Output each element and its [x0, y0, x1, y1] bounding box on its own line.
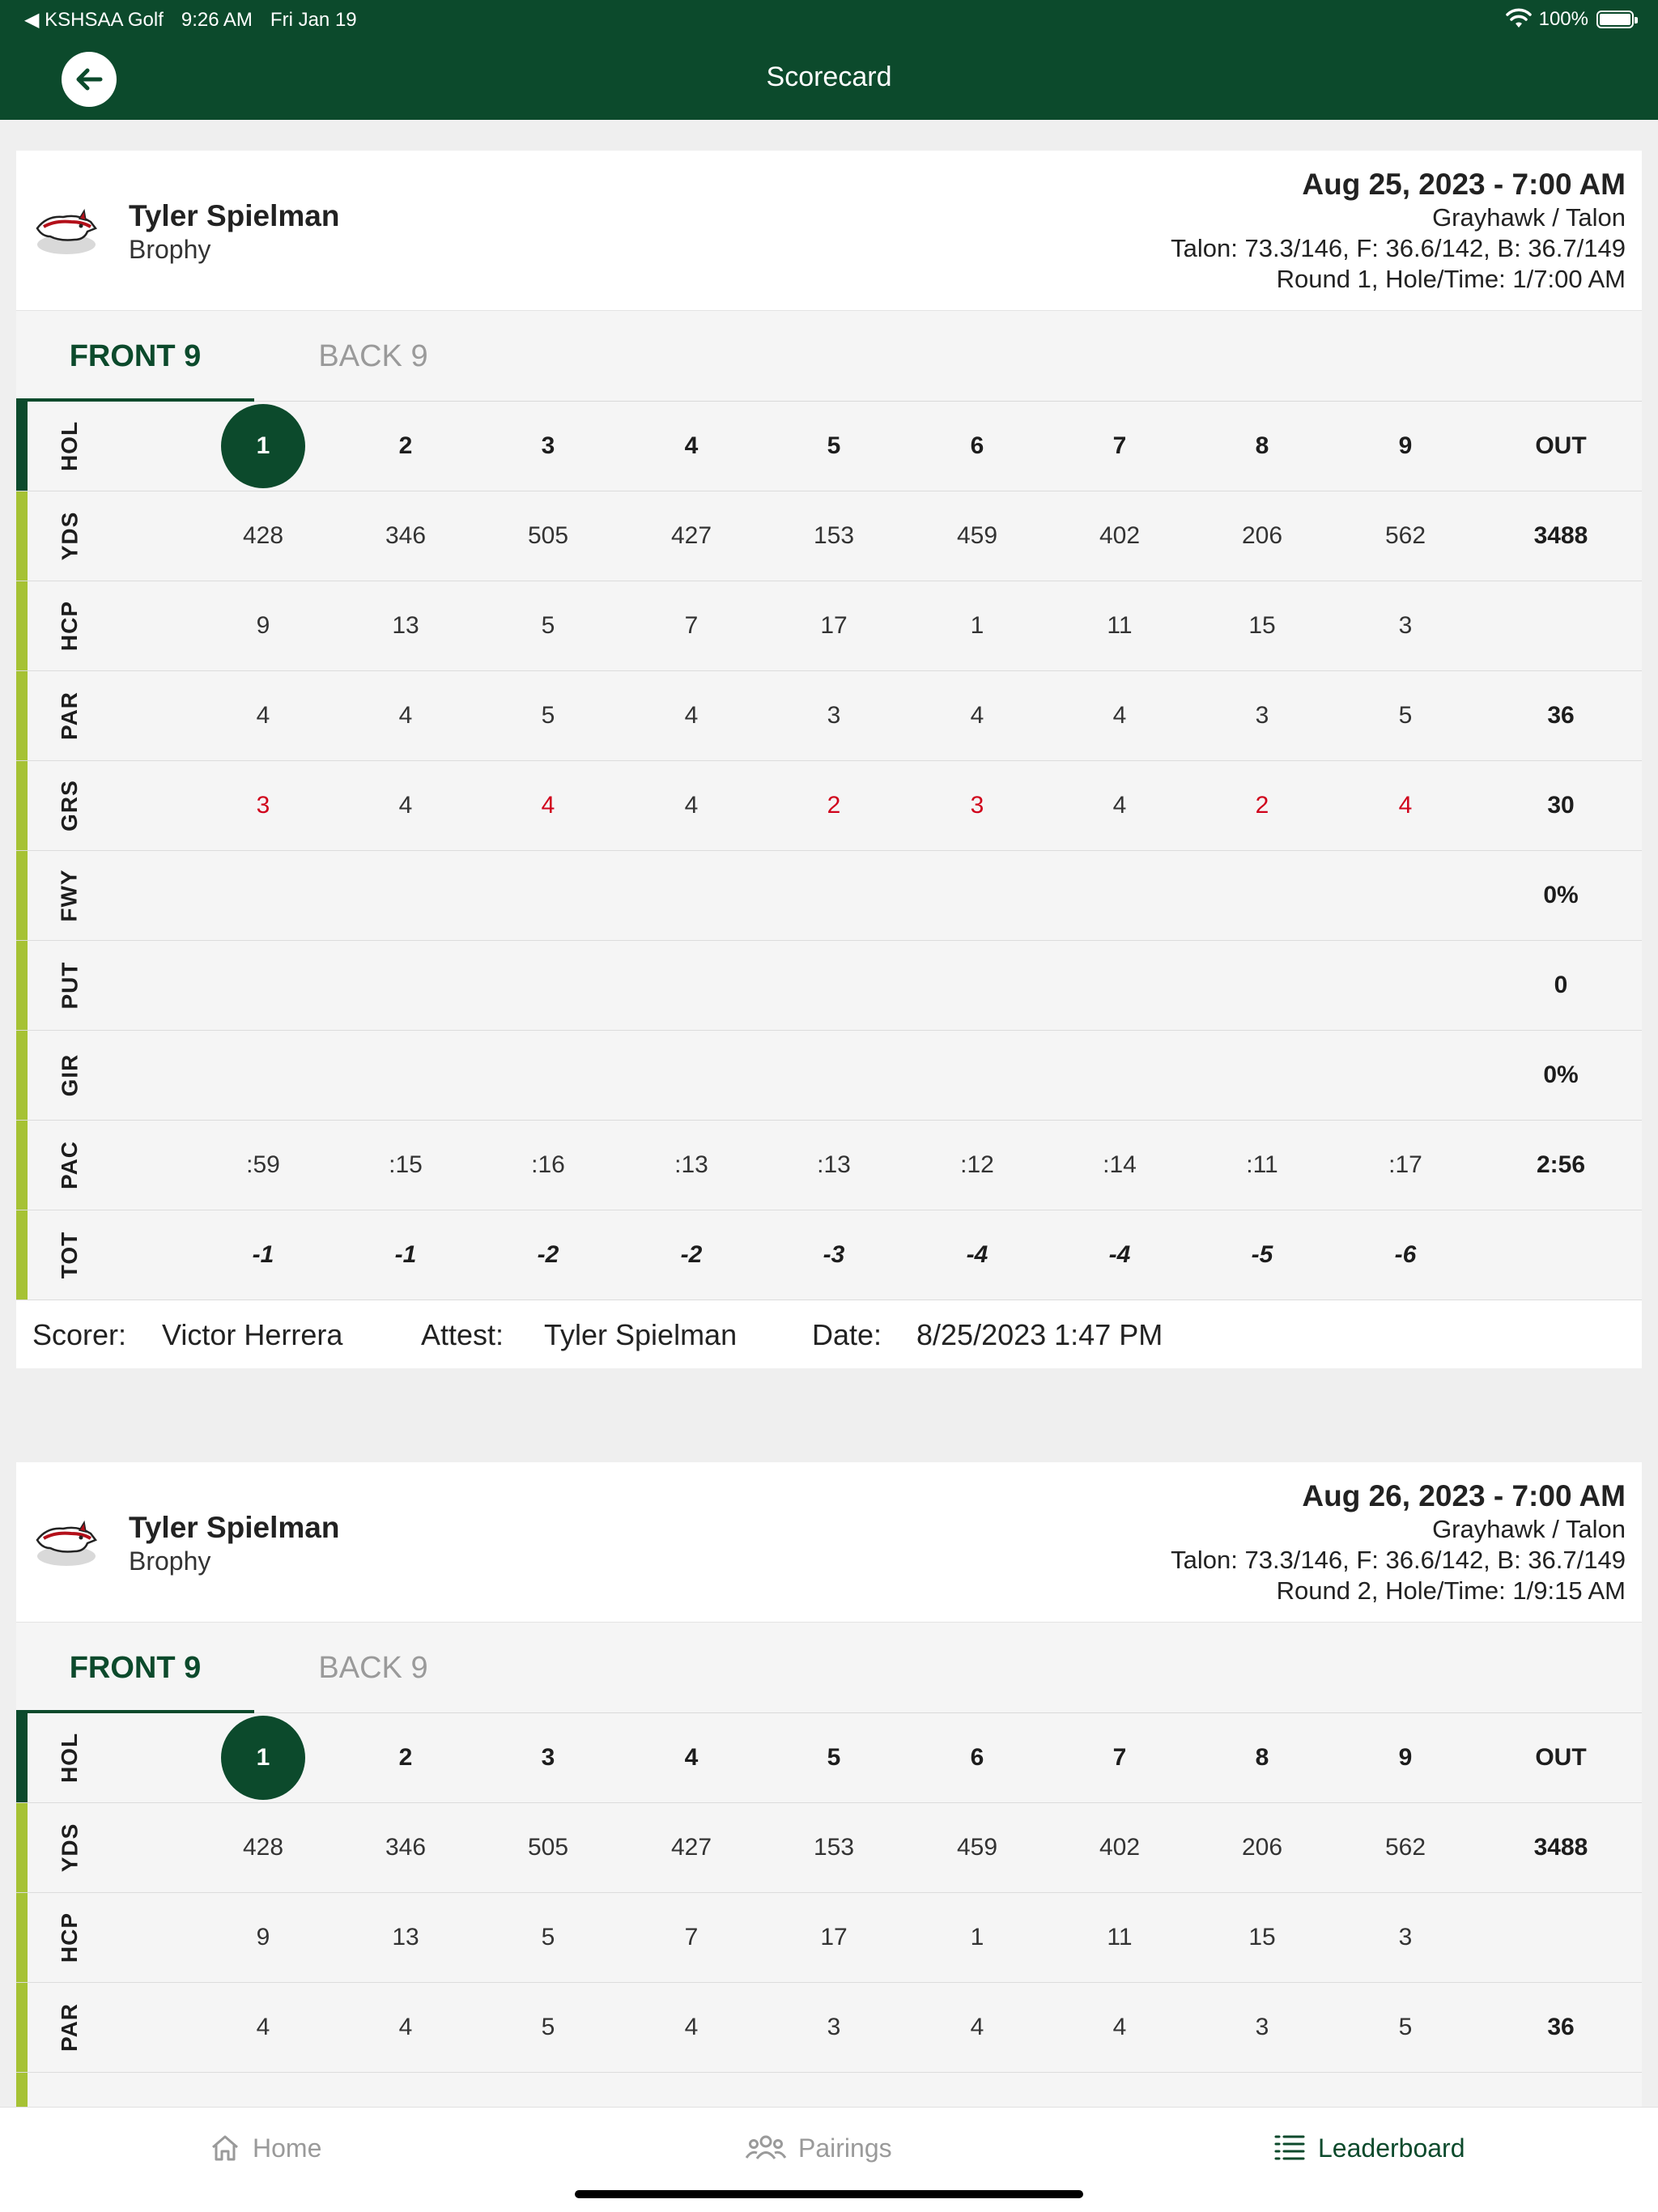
hol-out-cell: OUT	[1535, 1744, 1587, 1771]
round-start: Round 2, Hole/Time: 1/9:15 AM	[1276, 1576, 1626, 1605]
par-cell: 4	[970, 702, 984, 729]
pac-cell: :59	[246, 1151, 280, 1178]
tab-front-9[interactable]: FRONT 9	[16, 311, 254, 402]
attest-name: Tyler Spielman	[544, 1318, 738, 1351]
row-label	[47, 402, 92, 491]
row-accent-bar	[16, 491, 28, 581]
hol-cell[interactable]	[198, 1713, 328, 1802]
pac-cell: :13	[674, 1151, 708, 1178]
tab-home-label: Home	[253, 2133, 322, 2163]
par-cell: 4	[684, 2014, 699, 2040]
tot-cell: -3	[823, 1241, 845, 1268]
row-par	[16, 1983, 1642, 2073]
player-name: Tyler Spielman	[129, 199, 340, 232]
row-label-text: YDS	[57, 511, 83, 561]
tot-cell: -5	[1251, 1241, 1273, 1268]
player-school: Brophy	[129, 1546, 211, 1576]
hol-cell[interactable]: 6	[970, 432, 984, 459]
row-label	[47, 1893, 92, 1982]
row-put	[16, 941, 1642, 1031]
row-label-text: FWY	[57, 869, 82, 922]
hol-cell[interactable]: 5	[827, 1744, 841, 1771]
row-label	[47, 671, 92, 760]
par-cell: 3	[1255, 2014, 1269, 2040]
yds-cell: 402	[1099, 1834, 1141, 1861]
sign-date: 8/25/2023 1:47 PM	[916, 1318, 1163, 1351]
row-label	[47, 1803, 92, 1892]
grs-cell: 4	[541, 792, 555, 819]
par-cell: 3	[827, 702, 841, 729]
course-rating: Talon: 73.3/146, F: 36.6/142, B: 36.7/149	[1171, 1546, 1626, 1574]
status-bar	[0, 0, 1658, 39]
nine-tabs	[16, 311, 1642, 402]
hcp-cell: 15	[1248, 1924, 1276, 1950]
row-accent-bar	[16, 402, 28, 491]
tot-cell: -4	[966, 1241, 988, 1268]
yds-cell: 346	[385, 1834, 427, 1861]
row-accent-bar	[16, 941, 28, 1030]
row-yds	[16, 1803, 1642, 1893]
row-accent-bar	[16, 1210, 28, 1300]
row-accent-bar	[16, 1031, 28, 1120]
grs-cell: 4	[1112, 792, 1127, 819]
row-label-text: HCP	[57, 600, 82, 652]
grs-cell: 3	[256, 792, 270, 819]
yds-cell: 459	[956, 522, 998, 549]
list-icon	[1273, 2132, 1307, 2164]
page-title: Scorecard	[766, 62, 892, 92]
attestation-footer	[16, 1300, 1642, 1368]
par-cell: 4	[256, 2014, 270, 2040]
row-label	[47, 1210, 92, 1300]
hol-cell[interactable]: 4	[684, 432, 699, 459]
grs-out-cell: 30	[1547, 792, 1575, 819]
tab-leaderboard-label: Leaderboard	[1318, 2133, 1465, 2163]
hcp-cell: 9	[256, 612, 270, 639]
par-out-cell: 36	[1547, 2014, 1575, 2040]
put-out-cell: 0	[1554, 972, 1568, 998]
hcp-cell: 11	[1107, 612, 1133, 639]
tab-front-9[interactable]: FRONT 9	[16, 1623, 254, 1713]
par-cell: 5	[1398, 2014, 1413, 2040]
par-cell: 5	[541, 2014, 555, 2040]
row-label	[47, 491, 92, 581]
scorecard-round-1	[16, 151, 1642, 1368]
grs-cell: 4	[684, 792, 699, 819]
tot-cell: -1	[252, 1241, 274, 1268]
row-label-text: PAC	[57, 1140, 83, 1190]
battery-icon	[1596, 11, 1634, 28]
battery-percent: 100%	[1538, 8, 1588, 30]
status-date: Fri Jan 19	[270, 8, 357, 31]
status-time: 9:26 AM	[181, 8, 253, 31]
hcp-cell: 15	[1248, 612, 1276, 639]
yds-cell: 562	[1384, 1834, 1426, 1861]
round-start: Round 1, Hole/Time: 1/7:00 AM	[1276, 265, 1626, 293]
tab-pairings[interactable]	[745, 2108, 892, 2189]
par-cell: 4	[398, 2014, 413, 2040]
grs-cell: 3	[970, 792, 984, 819]
row-accent-bar	[16, 1983, 28, 2072]
hol-cell[interactable]: 6	[970, 1744, 984, 1771]
scorer-name: Victor Herrera	[162, 1318, 343, 1351]
par-cell: 5	[1398, 702, 1413, 729]
pac-cell: :13	[817, 1151, 851, 1178]
row-grs	[16, 761, 1642, 851]
yds-cell: 459	[956, 1834, 998, 1861]
yds-cell: 427	[670, 1834, 712, 1861]
round-info	[1171, 1478, 1626, 1606]
hol-cell[interactable]: 2	[398, 432, 413, 459]
tot-cell: -2	[680, 1241, 703, 1268]
row-accent-bar	[16, 1713, 28, 1802]
team-logo	[31, 1516, 99, 1572]
pac-cell: :12	[960, 1151, 994, 1178]
row-accent-bar	[16, 581, 28, 670]
hol-cell[interactable]: 3	[541, 432, 555, 459]
hol-cell[interactable]: 7	[1112, 432, 1127, 459]
yds-out-cell: 3488	[1533, 1834, 1588, 1861]
nav-bar	[0, 39, 1658, 120]
par-cell: 5	[541, 702, 555, 729]
row-label	[47, 1121, 92, 1210]
hcp-cell: 7	[684, 1924, 699, 1950]
course-name: Grayhawk / Talon	[1432, 203, 1626, 232]
hcp-cell: 1	[970, 1924, 984, 1950]
row-accent-bar	[16, 851, 28, 940]
home-indicator	[575, 2190, 1083, 2198]
hol-cell[interactable]: 2	[398, 1744, 413, 1771]
row-accent-bar	[16, 1121, 28, 1210]
par-out-cell: 36	[1547, 702, 1575, 729]
round-date: Aug 25, 2023 - 7:00 AM	[1302, 168, 1626, 201]
scorecard-header	[16, 151, 1642, 311]
row-label-text: TOT	[57, 1231, 83, 1279]
pac-cell: :15	[389, 1151, 423, 1178]
tab-back-9[interactable]: BACK 9	[318, 338, 428, 373]
row-label	[47, 761, 92, 850]
fwy-out-cell: 0%	[1543, 882, 1579, 908]
tab-pairings-label: Pairings	[798, 2133, 892, 2163]
row-label	[47, 941, 92, 1030]
row-hol	[16, 1713, 1642, 1803]
bottom-tab-bar	[0, 2107, 1658, 2212]
par-cell: 4	[1112, 2014, 1127, 2040]
hcp-cell: 17	[820, 1924, 848, 1950]
hcp-out-cell	[1496, 581, 1626, 670]
hol-out-cell: OUT	[1535, 432, 1587, 459]
row-label-text: PAR	[57, 691, 83, 741]
row-label-text: PUT	[57, 961, 82, 1010]
yds-cell: 505	[527, 1834, 569, 1861]
row-label	[47, 1031, 92, 1120]
yds-cell: 562	[1384, 522, 1426, 549]
row-fwy	[16, 851, 1642, 941]
row-label-text: HCP	[57, 1912, 82, 1963]
grs-cell: 4	[1398, 792, 1413, 819]
tot-cell: -6	[1394, 1241, 1417, 1268]
row-label	[47, 1713, 92, 1802]
current-hole-marker[interactable]: 1	[221, 404, 305, 488]
yds-cell: 206	[1241, 1834, 1283, 1861]
row-pac	[16, 1121, 1642, 1210]
row-par	[16, 671, 1642, 761]
row-label-text: PAR	[57, 2002, 83, 2052]
pac-cell: :14	[1103, 1151, 1137, 1178]
tab-leaderboard[interactable]	[1273, 2108, 1465, 2189]
tot-cell: -1	[394, 1241, 417, 1268]
course-rating: Talon: 73.3/146, F: 36.6/142, B: 36.7/149	[1171, 234, 1626, 262]
hcp-cell: 1	[970, 612, 984, 639]
hcp-cell: 17	[820, 612, 848, 639]
hcp-cell: 7	[684, 612, 699, 639]
pac-out-cell: 2:56	[1536, 1151, 1586, 1178]
row-label-text: GRS	[57, 780, 82, 832]
back-to-app-link[interactable]: ◀ KSHSAA Golf	[24, 9, 164, 31]
gir-out-cell: 0%	[1543, 1061, 1579, 1088]
par-cell: 4	[970, 2014, 984, 2040]
hol-cell[interactable]: 8	[1255, 432, 1269, 459]
yds-cell: 206	[1241, 522, 1283, 549]
hcp-cell: 5	[541, 612, 555, 639]
row-hol	[16, 402, 1642, 491]
round-date: Aug 26, 2023 - 7:00 AM	[1302, 1479, 1626, 1512]
row-accent-bar	[16, 761, 28, 850]
hol-cell[interactable]: 5	[827, 432, 841, 459]
hcp-cell: 13	[392, 612, 419, 639]
round-info	[1171, 167, 1626, 295]
pac-cell: :16	[531, 1151, 565, 1178]
yds-cell: 346	[385, 522, 427, 549]
tot-cell: -4	[1108, 1241, 1131, 1268]
row-yds	[16, 491, 1642, 581]
yds-out-cell: 3488	[1533, 522, 1588, 549]
hcp-out-cell	[1496, 1893, 1626, 1982]
scorer-label: Scorer:	[32, 1318, 127, 1351]
row-accent-bar	[16, 1893, 28, 1982]
par-cell: 4	[1112, 702, 1127, 729]
pac-cell: :17	[1388, 1151, 1422, 1178]
tab-home[interactable]	[209, 2108, 321, 2189]
row-label	[47, 851, 92, 940]
yds-cell: 402	[1099, 522, 1141, 549]
hcp-cell: 3	[1398, 1924, 1413, 1950]
back-app-label: KSHSAA Golf	[45, 9, 164, 31]
yds-cell: 505	[527, 522, 569, 549]
grs-cell: 2	[827, 792, 841, 819]
hol-cell[interactable]: 8	[1255, 1744, 1269, 1771]
par-cell: 3	[1255, 702, 1269, 729]
tot-cell: -2	[537, 1241, 559, 1268]
hol-cell[interactable]: 7	[1112, 1744, 1127, 1771]
hol-cell[interactable]: 9	[1398, 432, 1413, 459]
hol-cell[interactable]: 4	[684, 1744, 699, 1771]
hol-cell[interactable]: 3	[541, 1744, 555, 1771]
row-label-text: GIR	[57, 1053, 82, 1097]
row-accent-bar	[16, 671, 28, 760]
row-hcp	[16, 1893, 1642, 1983]
people-icon	[745, 2132, 787, 2164]
hcp-cell: 3	[1398, 612, 1413, 639]
par-cell: 3	[827, 2014, 841, 2040]
par-cell: 4	[256, 702, 270, 729]
hcp-cell: 11	[1107, 1924, 1133, 1950]
current-hole-marker[interactable]: 1	[221, 1716, 305, 1800]
course-name: Grayhawk / Talon	[1432, 1515, 1626, 1543]
hcp-cell: 9	[256, 1924, 270, 1950]
player-school: Brophy	[129, 235, 211, 264]
row-label-text: HOL	[57, 420, 83, 472]
yds-cell: 427	[670, 522, 712, 549]
row-label	[47, 1983, 92, 2072]
pac-cell: :11	[1246, 1151, 1278, 1178]
row-label-text: YDS	[57, 1823, 83, 1873]
scorecard-round-2	[16, 1462, 1642, 2107]
attest-label: Attest:	[421, 1318, 504, 1351]
scorecard-header	[16, 1462, 1642, 1623]
home-icon	[209, 2132, 241, 2164]
par-cell: 4	[684, 702, 699, 729]
yds-cell: 153	[813, 1834, 855, 1861]
sign-date-label: Date:	[812, 1318, 882, 1351]
hcp-cell: 5	[541, 1924, 555, 1950]
row-label-text: HOL	[57, 1732, 83, 1784]
row-tot	[16, 1210, 1642, 1300]
player-name: Tyler Spielman	[129, 1511, 340, 1544]
par-cell: 4	[398, 702, 413, 729]
nine-tabs	[16, 1623, 1642, 1713]
row-label	[47, 581, 92, 670]
row-gir	[16, 1031, 1642, 1121]
team-logo	[31, 204, 99, 261]
grs-cell: 2	[1255, 792, 1269, 819]
hcp-cell: 13	[392, 1924, 419, 1950]
hol-cell[interactable]: 9	[1398, 1744, 1413, 1771]
yds-cell: 153	[813, 522, 855, 549]
yds-cell: 428	[242, 522, 284, 549]
yds-cell: 428	[242, 1834, 284, 1861]
tab-back-9[interactable]: BACK 9	[318, 1650, 428, 1685]
wifi-icon	[1507, 10, 1531, 29]
hol-cell[interactable]	[198, 402, 328, 491]
row-accent-bar	[16, 1803, 28, 1892]
grs-cell: 4	[398, 792, 413, 819]
row-hcp	[16, 581, 1642, 671]
